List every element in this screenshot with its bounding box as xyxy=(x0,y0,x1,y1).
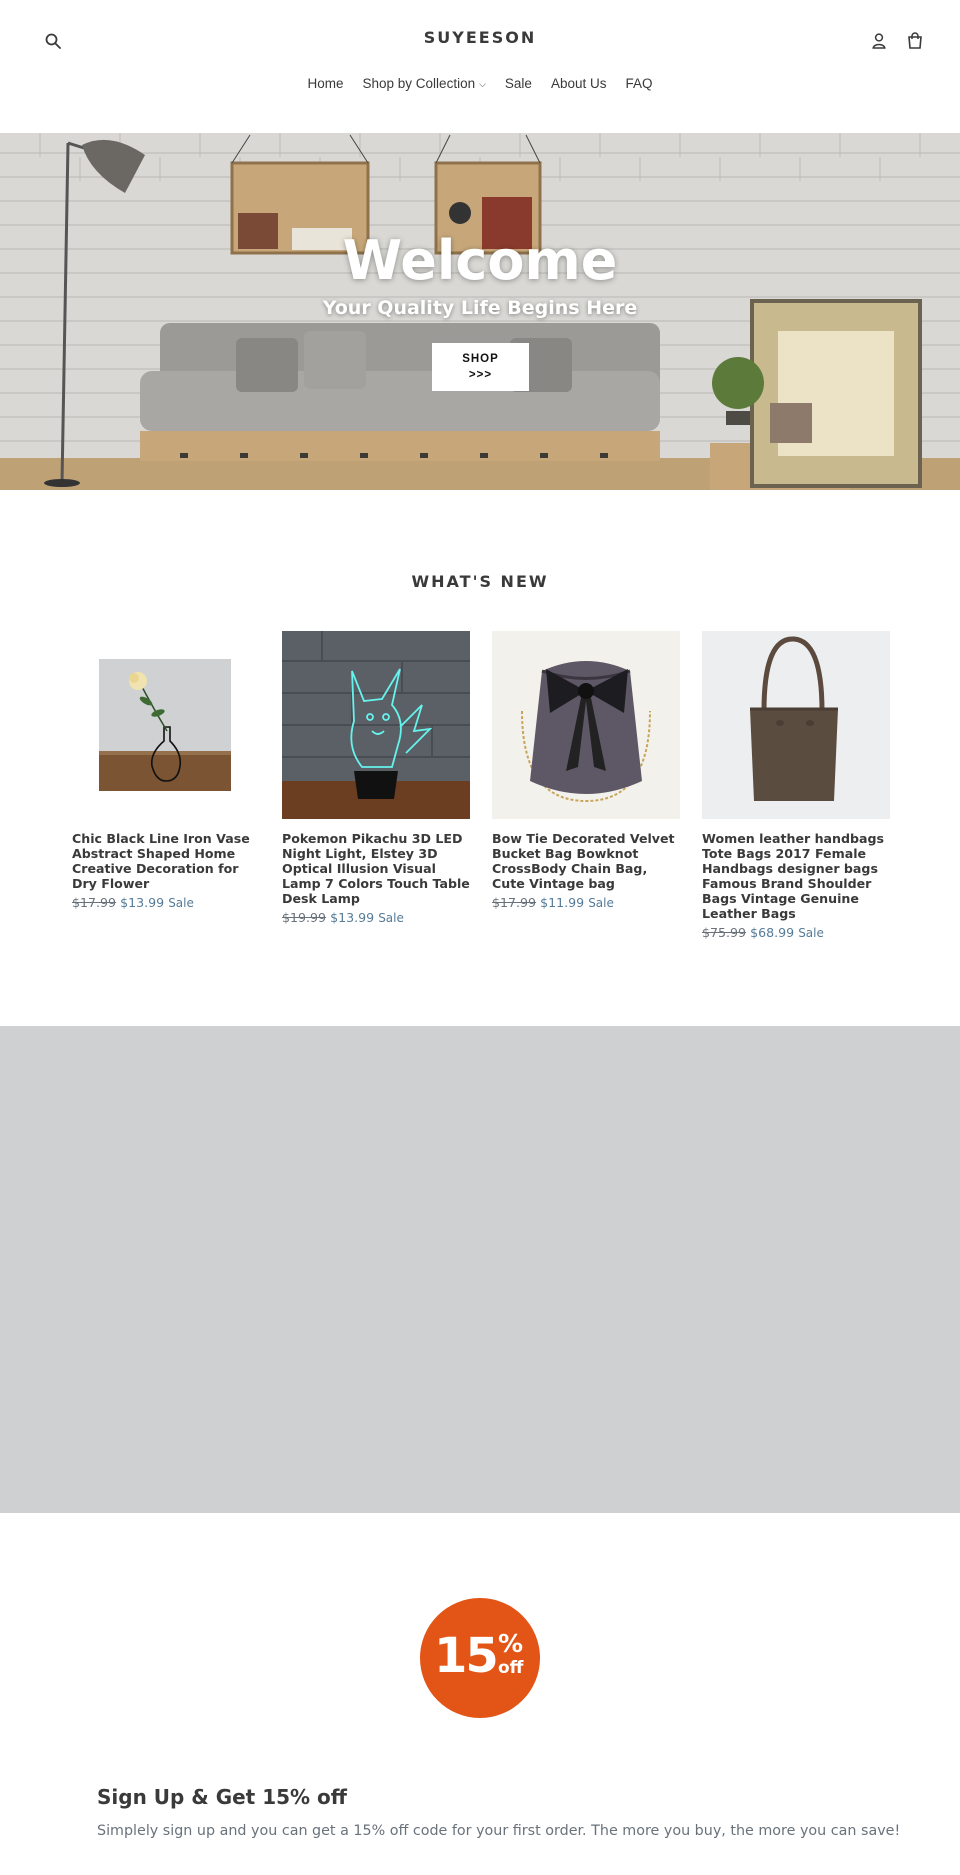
regular-price: $17.99 xyxy=(72,895,117,910)
nav-shop-by-collection[interactable] xyxy=(363,76,486,91)
product-image-velvet-bag[interactable] xyxy=(492,631,680,819)
brand-logo[interactable]: SUYEESON xyxy=(423,28,537,47)
signup-title: Sign Up & Get 15% off xyxy=(97,1785,347,1809)
cart-icon[interactable] xyxy=(901,26,929,54)
sale-label: Sale xyxy=(378,911,404,925)
nav-about-us[interactable]: About Us xyxy=(550,76,607,91)
discount-badge-number: 15 xyxy=(434,1628,497,1684)
regular-price: $75.99 xyxy=(702,925,747,940)
chevron-down-icon: ⌵ xyxy=(479,79,486,89)
search-icon[interactable] xyxy=(39,27,67,55)
product-price xyxy=(72,895,260,910)
nav-home[interactable]: Home xyxy=(307,76,344,91)
product-price xyxy=(702,925,890,940)
product-image-vase[interactable] xyxy=(72,631,260,819)
nav-sale[interactable]: Sale xyxy=(504,76,532,91)
product-name[interactable]: Bow Tie Decorated Velvet Bucket Bag Bowknot CrossBody Chain Bag, Cute Vintage bag xyxy=(492,831,675,891)
account-icon[interactable] xyxy=(865,27,893,55)
hero-subtitle: Your Quality Life Begins Here xyxy=(322,297,638,319)
product-price xyxy=(492,895,680,910)
product-image-leather-tote[interactable] xyxy=(702,631,890,819)
whats-new-title: WHAT'S NEW xyxy=(411,572,549,591)
image-placeholder-block xyxy=(0,1026,960,1513)
product-card[interactable] xyxy=(492,631,680,910)
nav-shop-by-collection-label: Shop by Collection xyxy=(362,76,476,91)
discount-badge-percent: % xyxy=(498,1629,524,1658)
product-card[interactable] xyxy=(282,631,470,925)
sale-label: Sale xyxy=(588,896,614,910)
product-image-pikachu-lamp[interactable] xyxy=(282,631,470,819)
product-name[interactable]: Chic Black Line Iron Vase Abstract Shaped Home Creative Decoration for Dry Flower xyxy=(72,831,250,891)
shop-button-label: SHOP xyxy=(462,353,499,365)
discount-badge xyxy=(420,1598,540,1718)
sale-price: $13.99 xyxy=(120,895,165,910)
site-header xyxy=(0,0,960,133)
product-card[interactable] xyxy=(702,631,890,940)
sale-label: Sale xyxy=(168,896,194,910)
shop-button-arrows: >>> xyxy=(468,369,493,381)
nav-faq[interactable]: FAQ xyxy=(625,76,653,91)
product-name[interactable]: Pokemon Pikachu 3D LED Night Light, Elstey 3D Optical Illusion Visual Lamp 7 Colors Touch Table Desk Lamp xyxy=(282,831,470,906)
regular-price: $19.99 xyxy=(282,910,327,925)
discount-badge-off: off xyxy=(498,1658,524,1678)
product-price xyxy=(282,910,470,925)
product-name[interactable]: Women leather handbags Tote Bags 2017 Female Handbags designer bags Famous Brand Shoulder Bags Vintage Genuine Leather Bags xyxy=(702,831,885,921)
signup-text: Simplely sign up and you can get a 15% off code for your first order. The more you buy, the more you can save! xyxy=(97,1823,901,1839)
regular-price: $17.99 xyxy=(492,895,537,910)
product-card[interactable] xyxy=(72,631,260,910)
hero-title: Welcome xyxy=(342,229,618,292)
sale-price: $13.99 xyxy=(330,910,375,925)
main-nav xyxy=(0,76,960,91)
hero-banner xyxy=(0,133,960,490)
sale-label: Sale xyxy=(798,926,824,940)
sale-price: $11.99 xyxy=(540,895,585,910)
shop-button[interactable] xyxy=(432,343,529,391)
sale-price: $68.99 xyxy=(750,925,795,940)
